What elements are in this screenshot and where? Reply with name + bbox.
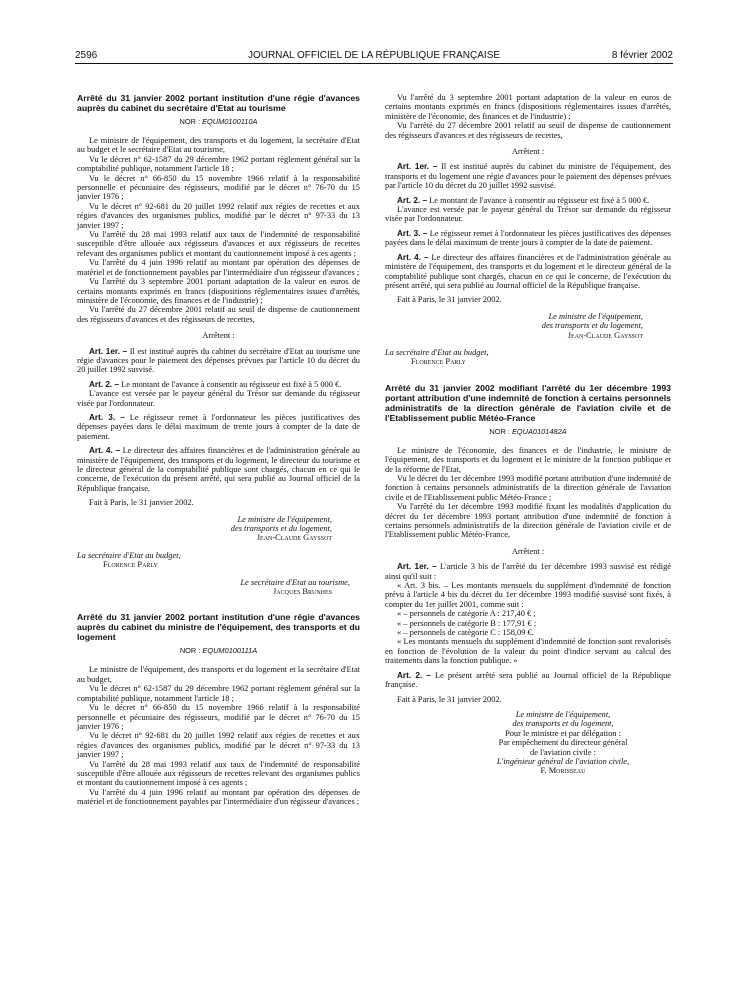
article-text: Le régisseur remet à l'ordonnateur les pièces justificatives des dépenses payées dans le délai maximum de trente jours à compter de la date de paiement. <box>77 412 360 441</box>
section-spacer <box>77 596 360 612</box>
signatory-role: L'ingénieur général de l'aviation civile, <box>496 756 630 766</box>
decree-1-nor <box>77 117 360 127</box>
signatory-name: Florence Parly <box>103 560 158 570</box>
signatory-role: des transports et du logement, <box>512 719 614 729</box>
signatory-role: La secrétaire d'Etat au budget, <box>385 347 489 357</box>
delegation-line: Pour le ministre et par délégation : <box>505 728 621 738</box>
arretent: Arrêtent : <box>511 147 545 157</box>
page-header <box>75 50 673 62</box>
article-label: Art. 1er. – <box>397 562 437 572</box>
decree-2-nor <box>77 646 360 656</box>
section-spacer <box>385 367 671 383</box>
paragraph: Vu le décret n° 92-681 du 20 juillet 1992 relatif aux régies de recettes et aux régies d'avances des organismes publics, modifié par le décret n° 97-33 du 13 janvier 1997 ; <box>77 731 360 760</box>
article <box>385 671 671 690</box>
decree-3-nor <box>385 427 671 437</box>
signatory-role: La secrétaire d'Etat au budget, <box>77 550 181 560</box>
article <box>385 229 671 248</box>
issue-date: 8 février 2002 <box>611 50 673 61</box>
arretent: Arrêtent : <box>202 331 235 341</box>
article-label: Art. 1er. – <box>89 346 128 356</box>
article-label: Art. 2. – <box>397 195 428 205</box>
paragraph: Vu le décret du 1er décembre 1993 modifié portant attribution d'une indemnité de fonction à certains personnels administratifs de la direction générale de l'aviation civile et de l'Etablissement public Météo-France ; <box>385 473 671 502</box>
decree-1 <box>77 93 360 596</box>
article <box>385 562 671 581</box>
signatory-name: Jacques Brunhes <box>273 587 332 597</box>
decree-3-title: Arrêté du 31 janvier 2002 modifiant l'arrêté du 1er décembre 1993 portant attribution d'une indemnité de fonction à certains personnels administratifs de la direction générale de l'aviation civile et de l'Etablissement public Météo-France <box>385 382 671 423</box>
arretent: Arrêtent : <box>511 546 545 556</box>
quoted-text: « Les montants mensuels du supplément d'indemnité de fonction sont revalorisés en fonction de l'évolution de la valeur du point d'indice servant au calcul des traitements dans la fonction publique. » <box>385 637 671 666</box>
signatory-role: Le ministre de l'équipement, <box>548 311 643 321</box>
article-label: Art. 1er. – <box>397 162 438 172</box>
decree-1-title: Arrêté du 31 janvier 2002 portant institution d'une régie d'avances auprès du cabinet du secrétaire d'Etat au tourisme <box>77 93 360 113</box>
article-text: Le directeur des affaires financières et de l'administration générale au ministère de l'équipement, des transports et du logement et le directeur général de la comptabilité publique sont chargés, chacun en ce qui le concerne, de l'exécution du présent arrêté, qui sera publié au Journal officiel de la République française. <box>385 252 671 290</box>
article-continued: L'avance est versée par le payeur général du Trésor sur demande du régisseur visée par l'ordonnateur. <box>385 205 671 224</box>
signature-minister <box>385 312 671 340</box>
article-text: Il est institué auprès du cabinet du secrétaire d'Etat au tourisme une régie d'avances pour le paiement des dépenses prévues par l'article 10 du décret du 20 juillet 1992 susvisé. <box>77 346 360 375</box>
done-at: Fait à Paris, le 31 janvier 2002. <box>397 295 502 305</box>
article-label: Art. 3. – <box>89 412 125 422</box>
list-item: « – personnels de catégorie C : 158,09 €. <box>397 628 534 638</box>
paragraph: Vu l'arrêté du 27 décembre 2001 relatif au seuil de dispense de cautionnement des régisseurs d'avances et des régisseurs de recettes, <box>385 121 671 140</box>
paragraph: Le ministre de l'économie, des finances et de l'industrie, le ministre de l'équipement, des transports et du logement et le ministre de la fonction publique et de la réforme de l'Etat, <box>385 445 671 474</box>
nor-label: NOR : <box>179 117 201 126</box>
paragraph: Vu l'arrêté du 1er décembre 1993 modifié fixant les modalités d'application du décret du 1er décembre 1993 portant attribution d'une indemnité de fonction à certains personnels administratifs de la direction générale de l'aviation civile et de l'Etablissement public Météo-France, <box>385 502 671 540</box>
signatory-name: Florence Parly <box>411 357 466 367</box>
signatory-name: Jean-Claude Gayssot <box>256 533 332 543</box>
done-at: Fait à Paris, le 31 janvier 2002. <box>397 694 502 704</box>
article <box>385 253 671 291</box>
paragraph: Vu l'arrêté du 4 juin 1996 relatif au montant par opération des dépenses de matériel et de fonctionnement payables par l'intermédiaire d'un régisseur d'avances ; <box>77 258 360 277</box>
header-rule <box>75 63 673 64</box>
article-text: Le présent arrêté sera publié au Journal officiel de la République française. <box>385 670 671 690</box>
article-continued: L'avance est versée par le payeur général du Trésor sur demande du régisseur visée par l'ordonnateur. <box>77 389 360 408</box>
paragraph: Vu l'arrêté du 27 décembre 2001 relatif au seuil de dispense de cautionnement des régisseurs d'avances et des régisseurs de recettes, <box>77 305 360 324</box>
signature-block <box>455 710 671 776</box>
paragraph: Vu l'arrêté du 28 mai 1993 relatif aux taux de l'indemnité de responsabilité susceptible d'être allouée aux régisseurs de recettes relevant des organismes publics et montant du cautionnement imposé à ces agents ; <box>77 759 360 788</box>
nor-label: NOR : <box>489 426 510 436</box>
delegation-line: de l'aviation civile : <box>530 747 596 757</box>
article-label: Art. 2. – <box>397 670 431 680</box>
signature-budget <box>385 348 671 367</box>
paragraph: Vu l'arrêté du 4 juin 1996 relatif au montant par opération des dépenses de matériel et de fonctionnement payables par l'intermédiaire d'un régisseur d'avances ; <box>77 787 360 807</box>
signatory-role: des transports et du logement, <box>230 524 332 534</box>
article <box>77 413 360 441</box>
article-label: Art. 4. – <box>397 252 429 262</box>
nor-code: EQUM0100111A <box>202 646 258 656</box>
article-text: L'article 3 bis de l'arrêté du 1er décembre 1993 susvisé est rédigé ainsi qu'il suit : <box>385 562 671 581</box>
list-item: « – personnels de catégorie B : 177,91 € ; <box>397 618 537 628</box>
delegation-line: Par empêchement du directeur général <box>498 738 628 748</box>
paragraph: Vu le décret n° 62-1587 du 29 décembre 1962 portant règlement général sur la comptabilité publique, notamment l'article 18 ; <box>77 154 360 174</box>
signatory-name: Jean-Claude Gayssot <box>567 330 643 340</box>
signatory-role: Le ministre de l'équipement, <box>515 709 611 719</box>
decree-3 <box>385 383 671 776</box>
nor-code: EQUM0100110A <box>202 117 258 126</box>
decree-2 <box>77 612 360 806</box>
signatory-role: des transports et du logement, <box>541 321 643 331</box>
left-column <box>77 93 360 807</box>
paragraph: Vu l'arrêté du 3 septembre 2001 portant adaptation de la valeur en euros de certains montants exprimés en francs (dispositions réglementaires issues d'arrêtés, ministère de l'économie, des finances et de l'industrie) ; <box>77 277 360 305</box>
article <box>77 380 360 389</box>
paragraph: Le ministre de l'équipement, des transports et du logement et la secrétaire d'Etat au budget, <box>77 665 360 684</box>
signature-budget <box>77 551 360 570</box>
article-text: Le directeur des affaires financières et de l'administration générale au ministère de l'équipement, des transports et du logement, le directeur du tourisme et le directeur général de la comptabilité publique sont chargés, chacun en ce qui le concerne, de l'exécution du présent arrêté, qui sera publié au Journal officiel de la République française. <box>77 446 360 493</box>
signature-minister <box>77 515 360 543</box>
right-column <box>385 93 671 776</box>
article-text: Le régisseur remet à l'ordonnateur les pièces justificatives des dépenses payées dans le délai maximum de trente jours à compter de la date de paiement. <box>385 228 671 248</box>
article <box>77 347 360 375</box>
article-text: Il est institué auprès du cabinet du ministre de l'équipement, des transports et du logement une régie d'avances pour le paiement des dépenses prévues par l'article 10 du décret du 20 juillet 1992 susvisé. <box>385 162 671 191</box>
paragraph: Vu le décret n° 92-681 du 20 juillet 1992 relatif aux régies de recettes et aux régies d'avances des organismes publics, modifié par le décret n° 97-33 du 13 janvier 1997 ; <box>77 201 360 230</box>
paragraph: Vu l'arrêté du 3 septembre 2001 portant adaptation de la valeur en euros de certains montants exprimés en francs (dispositions réglementaires issues d'arrêtés, ministère de l'économie, des finances et de l'industrie) ; <box>385 93 671 121</box>
article <box>385 196 671 205</box>
page-number: 2596 <box>75 50 98 61</box>
signatory-role: Le secrétaire d'Etat au tourisme, <box>240 577 350 587</box>
paragraph: Vu le décret n° 66-850 du 15 novembre 1966 relatif à la responsabilité personnelle et pécuniaire des régisseurs, modifié par le décret n° 76-70 du 15 janvier 1976 ; <box>77 173 360 202</box>
quoted-text: « Art. 3 bis. – Les montants mensuels du supplément d'indemnité de fonction prévu à l'article 4 bis du décret du 1er décembre 1993 modifié susvisé sont fixés, à compter du 1er juillet 2001, comme suit : <box>385 581 671 609</box>
decree-2-title: Arrêté du 31 janvier 2002 portant institution d'une régie d'avances auprès du cabinet du ministre de l'équipement, des transports et du logement <box>77 612 360 643</box>
done-at: Fait à Paris, le 31 janvier 2002. <box>89 498 194 508</box>
article-label: Art. 3. – <box>397 228 428 238</box>
list-item: « – personnels de catégorie A : 217,40 € ; <box>397 609 536 619</box>
journal-title: JOURNAL OFFICIEL DE LA RÉPUBLIQUE FRANÇAISE <box>247 50 501 61</box>
decree-2-continued <box>385 93 671 367</box>
paragraph: Le ministre de l'équipement, des transports et du logement, la secrétaire d'Etat au budget et le secrétaire d'Etat au tourisme, <box>77 136 360 155</box>
nor-code: EQUA0101482A <box>511 426 567 436</box>
article-label: Art. 2. – <box>89 379 120 389</box>
article <box>385 162 671 190</box>
signatory-role: Le ministre de l'équipement, <box>237 514 332 524</box>
article-label: Art. 4. – <box>89 446 121 456</box>
paragraph: Vu le décret n° 66-850 du 15 novembre 1966 relatif à la responsabilité personnelle et pécuniaire des régisseurs, modifié par le décret n° 76-70 du 15 janvier 1976 ; <box>77 703 360 731</box>
nor-label: NOR : <box>179 646 201 656</box>
article <box>77 446 360 493</box>
paragraph: Vu l'arrêté du 28 mai 1993 relatif aux taux de l'indemnité de responsabilité susceptible d'être allouée aux régisseurs d'avances et aux régisseurs de recettes relevant des organismes publics et montant du cautionnement imposé à ces agents ; <box>77 230 360 258</box>
article-text: Le montant de l'avance à consentir au régisseur est fixé à 5 000 €. <box>429 195 650 205</box>
signatory-name: F. Morisseau <box>540 766 586 776</box>
paragraph: Vu le décret n° 62-1587 du 29 décembre 1962 portant règlement général sur la comptabilité publique, notamment l'article 18 ; <box>77 684 360 703</box>
article-text: Le montant de l'avance à consentir au régisseur est fixé à 5 000 €. <box>121 379 342 389</box>
signature-tourism <box>77 578 360 597</box>
